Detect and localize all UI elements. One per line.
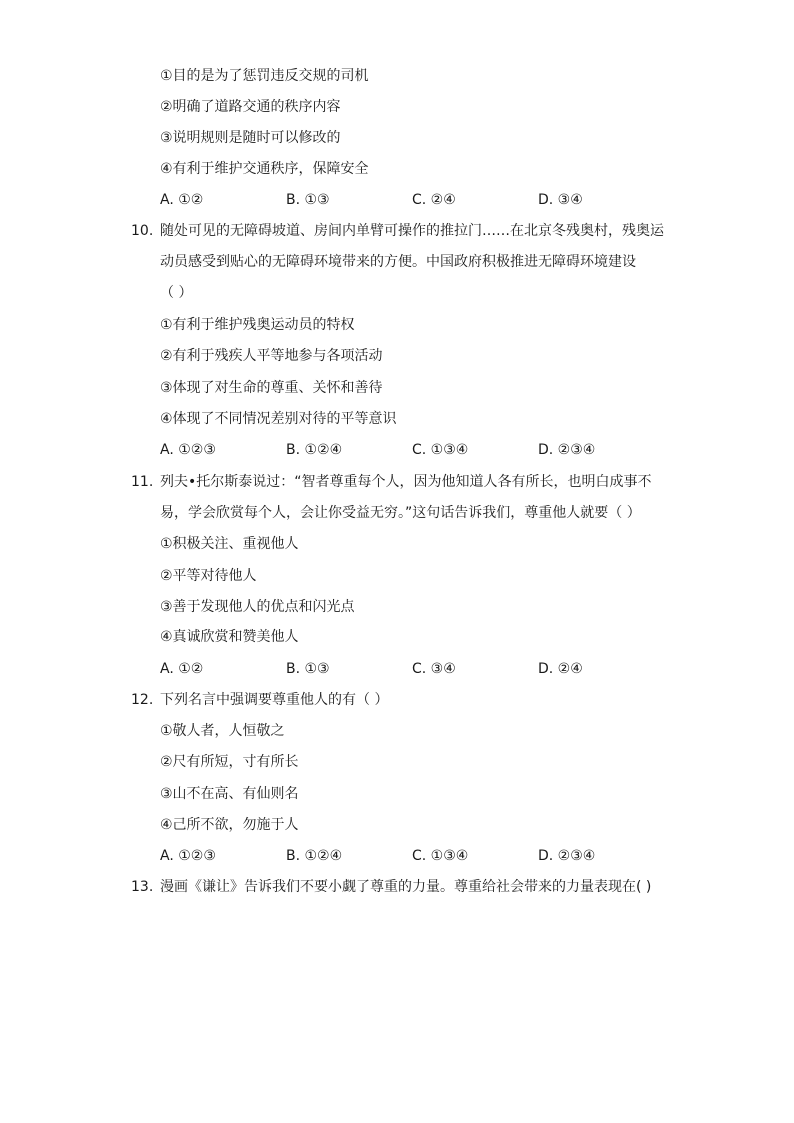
q10-option-1: ①有利于维护残奥运动员的特权	[160, 317, 355, 333]
q12-choices	[160, 846, 680, 866]
q9-choice-c: C. ②④	[412, 192, 456, 208]
q11-choice-d: D. ②④	[538, 661, 583, 677]
q9-choice-b: B. ①③	[286, 192, 330, 208]
q10-choice-c: C. ①③④	[412, 442, 469, 458]
q9-choices	[160, 190, 680, 210]
q12-option-3: ③山不在高、有仙则名	[160, 786, 299, 802]
q9-choice-d: D. ③④	[538, 192, 583, 208]
q10-choice-b: B. ①②④	[286, 442, 343, 458]
q12-choice-b: B. ①②④	[286, 848, 343, 864]
q10-answer-blank: （ ）	[160, 285, 193, 301]
q12-choice-d: D. ②③④	[538, 848, 596, 864]
q10-stem-line-1: 随处可见的无障碍坡道、房间内单臂可操作的推拉门……在北京冬残奥村，残奥运	[160, 223, 664, 239]
q11-option-1: ①积极关注、重视他人	[160, 536, 299, 552]
q12-option-1: ①敬人者，人恒敬之	[160, 723, 285, 739]
q11-choices	[160, 659, 680, 679]
q12-choice-c: C. ①③④	[412, 848, 469, 864]
q10-option-3: ③体现了对生命的尊重、关怀和善待	[160, 380, 383, 396]
q12-number: 12.	[131, 692, 154, 708]
q11-option-3: ③善于发现他人的优点和闪光点	[160, 599, 355, 615]
q11-option-2: ②平等对待他人	[160, 568, 257, 584]
q13-number: 13.	[131, 879, 154, 895]
q13-stem: 漫画《谦让》告诉我们不要小觑了尊重的力量。尊重给社会带来的力量表现在( )	[160, 879, 652, 895]
q10-option-4: ④体现了不同情况差别对待的平等意识	[160, 411, 397, 427]
q12-option-4: ④己所不欲，勿施于人	[160, 817, 299, 833]
q9-option-1: ①目的是为了惩罚违反交规的司机	[160, 68, 369, 84]
q11-choice-a: A. ①②	[160, 661, 204, 677]
q10-option-2: ②有利于残疾人平等地参与各项活动	[160, 348, 383, 364]
q9-option-3: ③说明规则是随时可以修改的	[160, 130, 341, 146]
q11-stem-line-2: 易，学会欣赏每个人，会让你受益无穷。”这句话告诉我们，尊重他人就要（ ）	[160, 505, 641, 521]
q9-option-4: ④有利于维护交通秩序，保障安全	[160, 161, 369, 177]
q11-stem-line-1: 列夫•托尔斯泰说过：“智者尊重每个人，因为他知道人各有所长，也明白成事不	[160, 474, 652, 490]
q12-choice-a: A. ①②③	[160, 848, 216, 864]
q11-option-4: ④真诚欣赏和赞美他人	[160, 629, 299, 645]
q10-choice-d: D. ②③④	[538, 442, 596, 458]
q10-choices	[160, 440, 680, 460]
q12-stem: 下列名言中强调要尊重他人的有（ ）	[160, 692, 389, 708]
q10-choice-a: A. ①②③	[160, 442, 216, 458]
q10-stem-line-2: 动员感受到贴心的无障碍环境带来的方便。中国政府积极推进无障碍环境建设	[160, 254, 636, 270]
q9-option-2: ②明确了道路交通的秩序内容	[160, 99, 341, 115]
q9-choice-a: A. ①②	[160, 192, 204, 208]
q12-option-2: ②尺有所短，寸有所长	[160, 754, 299, 770]
q11-number: 11.	[131, 474, 154, 490]
q11-choice-c: C. ③④	[412, 661, 456, 677]
q11-choice-b: B. ①③	[286, 661, 330, 677]
q10-number: 10.	[131, 223, 154, 239]
